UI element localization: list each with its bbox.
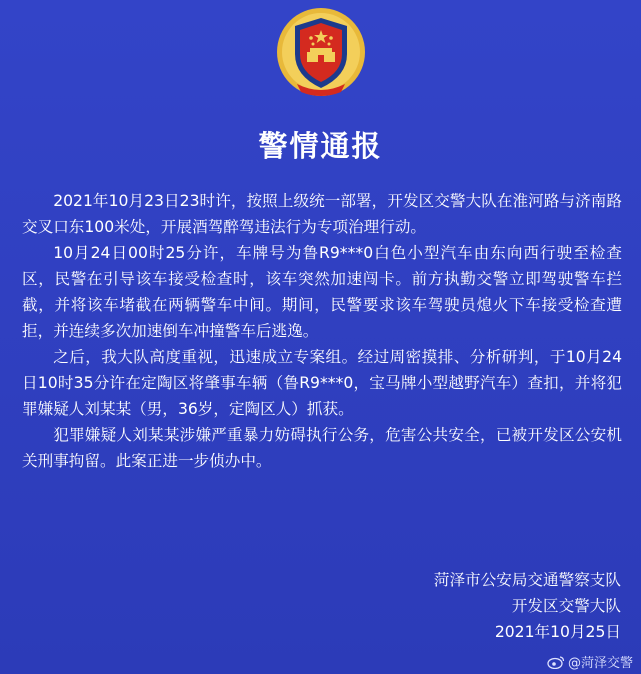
paragraph: 10月24日00时25分许，车牌号为鲁R9***0白色小型汽车由东向西行驶至检查区，民警在引导该车接受检查时，该车突然加速闯卡。前方执勤交警立即驾驶警车拦截，并将该车堵截在两辆警车中间。期间，民警要求该车驾驶员熄火下车接受检查遭拒，并连续多次加速倒车冲撞警车后逃逸。 bbox=[22, 244, 622, 340]
issuing-subunit: 开发区交警大队 bbox=[511, 597, 621, 615]
watermark-text: @菏泽交警 bbox=[567, 656, 633, 671]
paragraph: 之后，我大队高度重视，迅速成立专案组。经过周密摸排、分析研判，于10月24日10时35分许在定陶区将肇事车辆（鲁R9***0，宝马牌小型越野汽车）查扣，并将犯罪嫌疑人刘某某（男，36岁，定陶区人）抓获。 bbox=[22, 348, 622, 418]
paragraph: 2021年10月23日23时许，按照上级统一部署，开发区交警大队在淮河路与济南路交叉口东100米处，开展酒驾醉驾违法行为专项治理行动。 bbox=[22, 192, 622, 236]
page-title: 警情通报 bbox=[258, 129, 383, 163]
issue-date: 2021年10月25日 bbox=[494, 623, 621, 641]
announcement-body bbox=[22, 188, 622, 474]
weibo-icon bbox=[547, 655, 565, 669]
paragraph: 犯罪嫌疑人刘某某涉嫌严重暴力妨碍执行公务，危害公共安全，已被开发区公安机关刑事拘留。此案正进一步侦办中。 bbox=[22, 426, 622, 470]
weibo-watermark bbox=[547, 652, 633, 671]
issuing-unit: 菏泽市公安局交通警察支队 bbox=[433, 571, 621, 589]
police-emblem-icon bbox=[273, 4, 369, 100]
signature-block bbox=[434, 567, 621, 645]
